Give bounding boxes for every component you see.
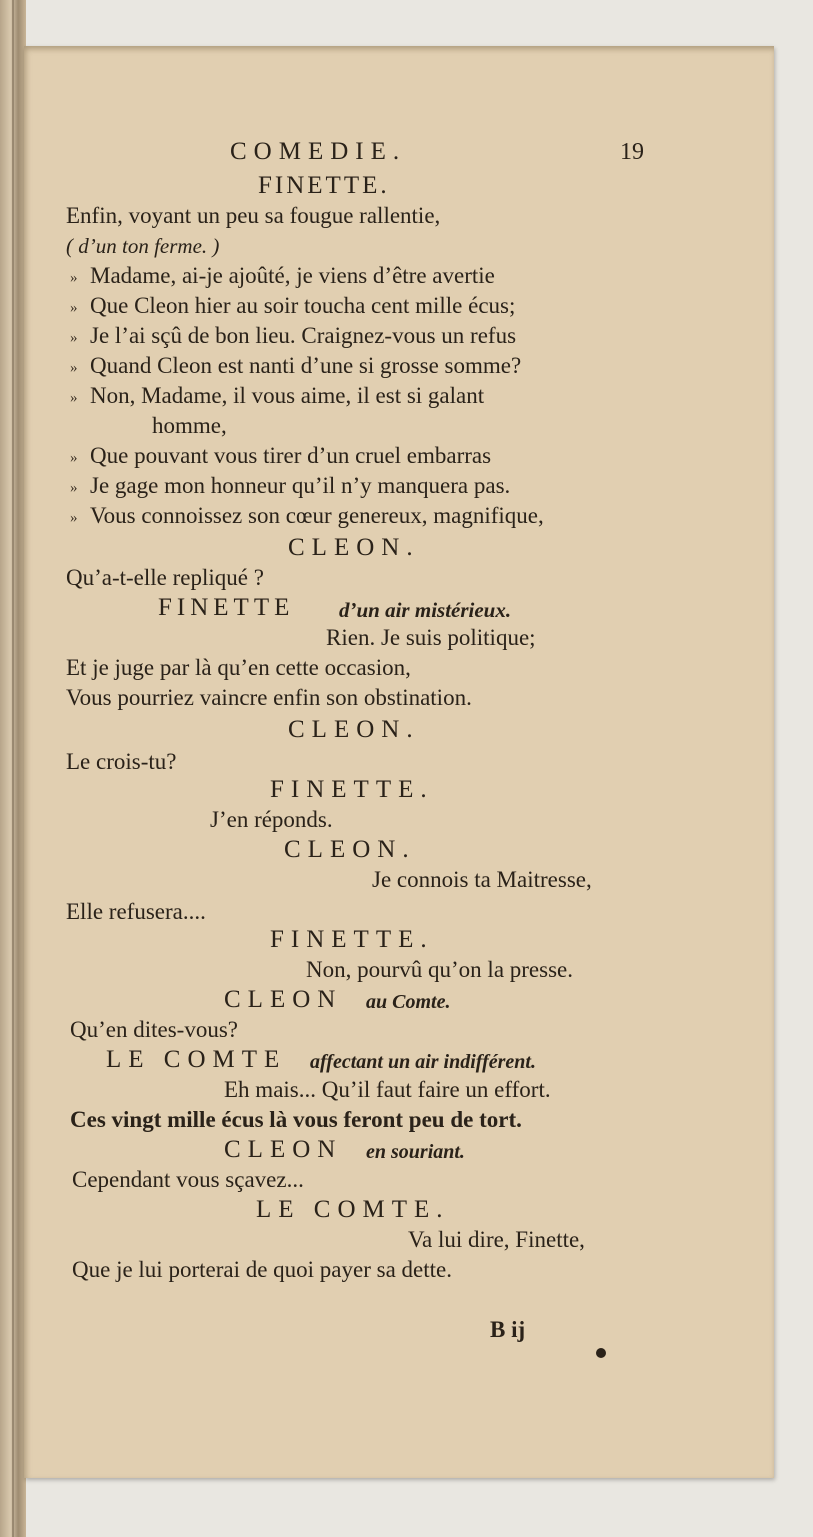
verse-line: Je l’ai sçû de bon lieu. Craignez-vous un refus bbox=[90, 323, 517, 348]
verse-line: J’en réponds. bbox=[210, 807, 333, 832]
verse-line: Qu’en dites-vous? bbox=[70, 1017, 238, 1042]
verse-line: Que je lui porterai de quoi payer sa dette. bbox=[72, 1257, 452, 1282]
quote-mark: » bbox=[70, 270, 78, 286]
verse-line: Et je juge par là qu’en cette occasion, bbox=[66, 655, 411, 680]
speaker-finette: FINETTE. bbox=[270, 776, 434, 803]
verse-line: Quand Cleon est nanti d’une si grosse somme? bbox=[90, 353, 522, 378]
verse-line: Enfin, voyant un peu sa fougue rallentie, bbox=[66, 203, 441, 228]
book-page bbox=[24, 46, 774, 1478]
speaker-cleon: CLEON. bbox=[288, 534, 420, 561]
ink-dot bbox=[596, 1348, 606, 1358]
speaker-finette: FINETTE. bbox=[258, 172, 390, 199]
verse-line: Non, pourvû qu’on la presse. bbox=[306, 957, 574, 982]
quote-mark: » bbox=[70, 360, 78, 376]
page-number: 19 bbox=[620, 139, 644, 165]
verse-line: Elle refusera.... bbox=[66, 899, 206, 924]
speaker-cleon: CLEON. bbox=[288, 716, 420, 743]
speaker-le-comte: LE COMTE bbox=[106, 1046, 287, 1073]
verse-line: Je connois ta Maitresse, bbox=[372, 867, 592, 892]
quote-mark: » bbox=[70, 480, 78, 496]
gutter-fold bbox=[12, 0, 14, 1537]
verse-line: Madame, ai-je ajoûté, je viens d’être avertie bbox=[90, 263, 495, 288]
book-gutter bbox=[0, 0, 26, 1537]
quote-mark: » bbox=[70, 330, 78, 346]
quote-mark: » bbox=[70, 450, 78, 466]
verse-line: homme, bbox=[152, 413, 227, 438]
verse-line: Cependant vous sçavez... bbox=[72, 1167, 304, 1192]
verse-line: Que pouvant vous tirer d’un cruel embarras bbox=[90, 443, 492, 468]
quote-mark: » bbox=[70, 390, 78, 406]
verse-line: Vous connoissez son cœur genereux, magnifique, bbox=[90, 503, 544, 528]
verse-line: Le crois-tu? bbox=[66, 749, 177, 774]
speaker-finette: FINETTE. bbox=[270, 926, 434, 953]
verse-line: Qu’a-t-elle repliqué ? bbox=[66, 565, 264, 590]
verse-line: Va lui dire, Finette, bbox=[408, 1227, 585, 1252]
stage-direction: au Comte. bbox=[366, 991, 451, 1013]
verse-line: Non, Madame, il vous aime, il est si galant bbox=[90, 383, 485, 408]
speaker-cleon: CLEON. bbox=[284, 836, 416, 863]
speaker-cleon: CLEON bbox=[224, 986, 343, 1013]
speaker-cleon: CLEON bbox=[224, 1136, 343, 1163]
speaker-le-comte: LE COMTE. bbox=[256, 1196, 450, 1223]
verse-line: Je gage mon honneur qu’il n’y manquera pas. bbox=[90, 473, 511, 498]
verse-line: Rien. Je suis politique; bbox=[326, 625, 536, 650]
speaker-finette: FINETTE bbox=[158, 594, 295, 621]
verse-line: Ces vingt mille écus là vous feront peu de tort. bbox=[70, 1107, 522, 1132]
verse-line: Que Cleon hier au soir toucha cent mille écus; bbox=[90, 293, 516, 318]
verse-line: Eh mais... Qu’il faut faire un effort. bbox=[224, 1077, 551, 1102]
stage-direction: affectant un air indifférent. bbox=[310, 1051, 536, 1073]
quote-mark: » bbox=[70, 300, 78, 316]
signature-mark: B ij bbox=[490, 1317, 526, 1342]
verse-line: Vous pourriez vaincre enfin son obstination. bbox=[66, 685, 472, 710]
stage-direction: d’un air mistérieux. bbox=[339, 598, 512, 622]
quote-mark: » bbox=[70, 510, 78, 526]
running-title: COMEDIE. bbox=[230, 138, 407, 165]
stage-direction: en souriant. bbox=[366, 1141, 465, 1163]
stage-direction: ( d’un ton ferme. ) bbox=[66, 234, 220, 258]
